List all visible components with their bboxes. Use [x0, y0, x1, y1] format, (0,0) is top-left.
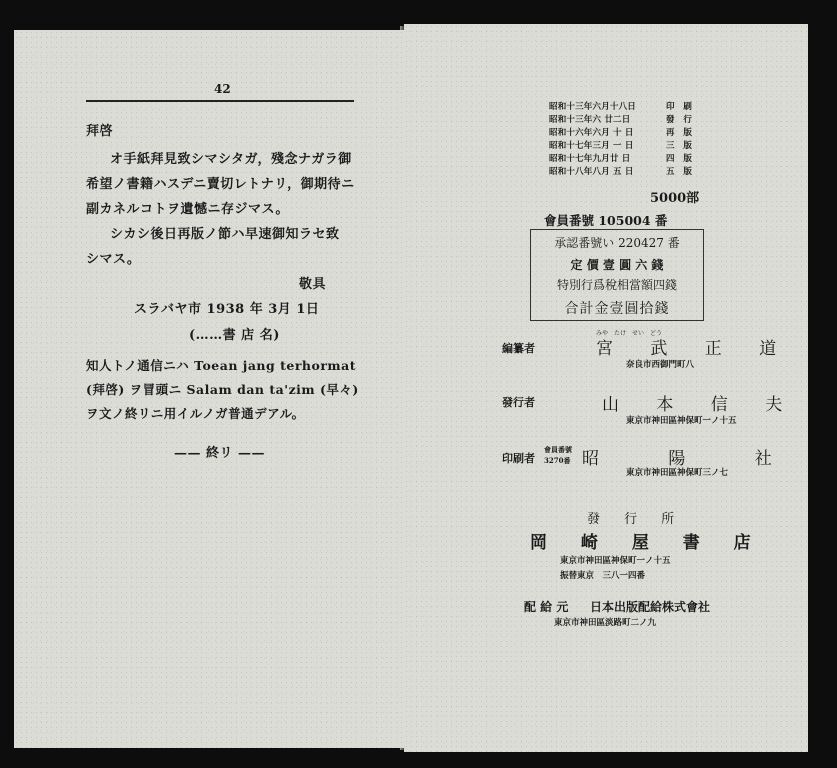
history-event-5: 四 版	[666, 154, 693, 164]
body-line-2: 希望ノ書籍ハスデニ賣切レトナリ，御期待ニ	[86, 177, 355, 192]
distributor-address: 東京市神田區淡路町二ノ九	[554, 618, 657, 628]
publishing-house-label: 發 行 所	[587, 512, 685, 527]
history-date-1: 昭和十三年六月十八日	[549, 102, 637, 112]
total-price: 合計金壹圓拾錢	[564, 301, 670, 317]
page-number: 42	[214, 82, 231, 96]
right-page	[404, 24, 808, 752]
printer-name: 昭 陽 社	[582, 449, 804, 469]
note-line-1: 知人トノ通信ニハ Toean jang terhormat	[86, 358, 357, 373]
editor-name: 宮 武 正 道	[596, 339, 793, 359]
member-number: 會員番號 105004 番	[544, 213, 668, 228]
salutation: 拜啓	[86, 124, 114, 139]
publisher-address: 東京市神田區神保町一ノ十五	[626, 416, 737, 426]
editor-address: 奈良市西御門町八	[626, 360, 695, 370]
signature: (……書 店 名)	[189, 328, 280, 343]
distributor-label: 配 給 元	[524, 600, 569, 614]
history-event-4: 三 版	[666, 141, 693, 151]
special-tax: 特別行爲稅相當額四錢	[556, 278, 677, 292]
printer-role: 印刷者	[502, 452, 535, 465]
publisher-name: 山 本 信 夫	[602, 395, 799, 415]
publishing-house-account: 振替東京 三八一四番	[560, 571, 646, 581]
editor-role: 編纂者	[502, 342, 535, 355]
printer-member-number: 3270番	[544, 456, 571, 465]
printer-address: 東京市神田區神保町三ノ七	[626, 468, 729, 478]
publishing-house-name: 岡 崎 屋 書 店	[530, 533, 765, 553]
date-line: スラバヤ市 1938 年 3月 1日	[134, 302, 320, 317]
note-line-3: ヲ文ノ終リニ用イルノガ普通デアル。	[86, 406, 305, 421]
publisher-role: 發行者	[502, 396, 535, 409]
body-line-3: 副カネルコトヲ遺憾ニ存ジマス。	[86, 202, 289, 217]
body-line-5: シマス。	[86, 252, 141, 267]
printer-member-label: 會員番號	[544, 445, 572, 454]
history-event-6: 五 版	[666, 167, 693, 177]
history-event-3: 再 版	[666, 128, 693, 138]
editor-furigana: みや たけ せい どう	[596, 330, 663, 337]
price: 定 價 壹 圓 六 錢	[570, 258, 664, 272]
approval-number: 承認番號い 220427 番	[554, 236, 680, 250]
left-page	[14, 30, 404, 748]
distributor-name: 日本出版配給株式會社	[590, 600, 711, 614]
end-mark: —— 終リ ——	[174, 446, 266, 461]
history-date-3: 昭和十六年六月 十 日	[549, 128, 634, 138]
body-line-4: シカシ後日再版ノ節ハ早速御知ラセ致	[110, 227, 340, 242]
history-date-6: 昭和十八年八月 五 日	[549, 167, 634, 177]
history-date-2: 昭和十三年六 廿二日	[549, 115, 631, 125]
body-line-1: オ手紙拜見致シマシタガ，殘念ナガラ御	[110, 152, 352, 167]
publishing-house-address: 東京市神田區神保町一ノ十五	[560, 556, 671, 566]
history-date-5: 昭和十七年九月廿 日	[549, 154, 631, 164]
closing: 敬具	[299, 277, 327, 292]
history-event-2: 發 行	[666, 115, 693, 125]
history-event-1: 印 刷	[666, 102, 693, 112]
print-run: 5000部	[650, 191, 700, 206]
price-box	[530, 229, 704, 321]
history-date-4: 昭和十七年三月 一 日	[549, 141, 634, 151]
note-line-2: (拜啓) ヲ冒頭ニ Salam dan ta'zim (早々)	[86, 382, 359, 397]
header-rule	[86, 100, 354, 102]
